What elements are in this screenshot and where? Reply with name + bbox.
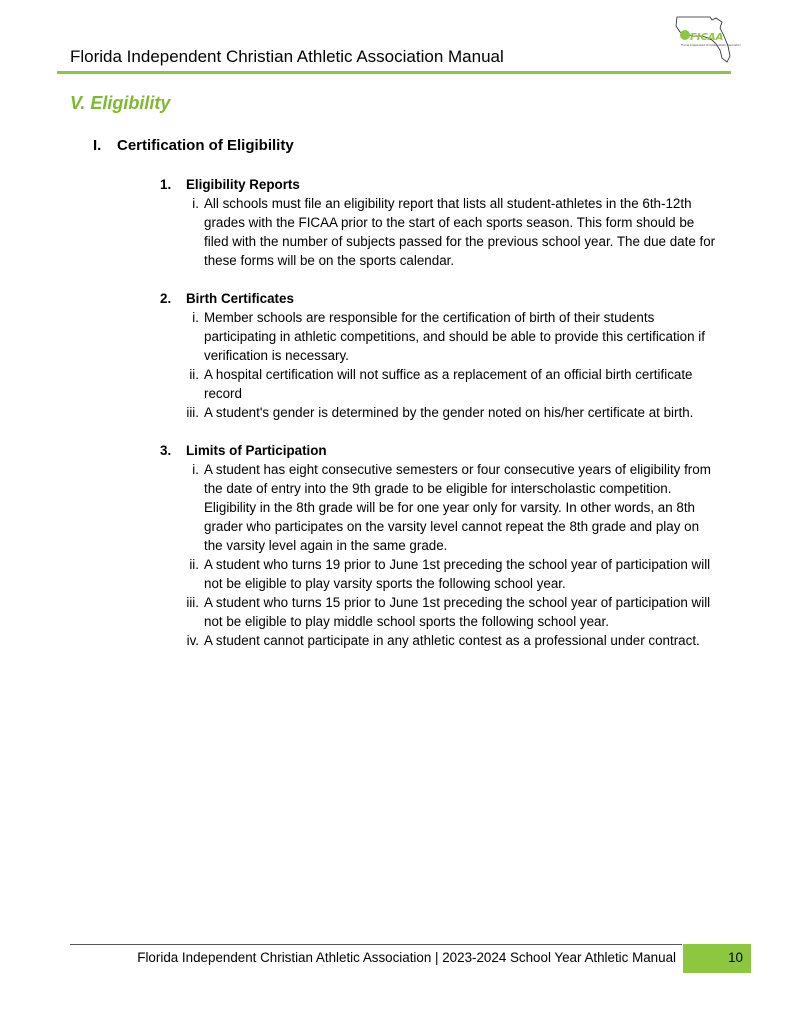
section-heading: V. Eligibility bbox=[70, 93, 171, 113]
list-text: A hospital certification will not suffice as a replacement of an official birth certificate record bbox=[204, 367, 693, 401]
list-item bbox=[160, 403, 730, 422]
item-eligibility-reports bbox=[160, 175, 730, 194]
page-number-box bbox=[683, 944, 751, 973]
sub-heading bbox=[93, 137, 294, 154]
item-number: 2. bbox=[160, 291, 172, 306]
item-title: Limits of Participation bbox=[186, 443, 327, 458]
ficaa-logo bbox=[672, 14, 741, 64]
list-text: A student who turns 19 prior to June 1st preceding the school year of participation will not be eligible to play varsity sports the following school year. bbox=[204, 557, 711, 591]
list-marker: i. bbox=[192, 462, 199, 477]
list-item bbox=[160, 365, 730, 403]
footer-text: Florida Independent Christian Athletic Association | 2023-2024 School Year Athletic Manual bbox=[137, 950, 676, 965]
list-text: A student cannot participate in any athletic contest as a professional under contract. bbox=[204, 633, 700, 648]
logo-text: FICAA bbox=[690, 32, 724, 43]
list-marker: i. bbox=[192, 196, 199, 211]
list-text: A student's gender is determined by the gender noted on his/her certificate at birth. bbox=[204, 405, 694, 420]
sub-heading-number: I. bbox=[93, 137, 102, 154]
list-item bbox=[160, 555, 730, 593]
list-text: All schools must file an eligibility report that lists all student-athletes in the 6th-12th grades with the FICAA prior to the start of each sports season. This form should be filed with the number of subjects passed for the previous school year. The due date for these forms will be on the sports calendar. bbox=[204, 196, 716, 268]
list-item bbox=[160, 194, 730, 270]
header-divider bbox=[57, 71, 731, 74]
footer-divider bbox=[70, 944, 682, 945]
header-title: Florida Independent Christian Athletic Association Manual bbox=[70, 47, 504, 66]
item-limits-of-participation bbox=[160, 441, 730, 460]
logo-tagline: Florida Independent Christian Athletic Association bbox=[681, 44, 741, 47]
list-text: Member schools are responsible for the certification of birth of their students participating in athletic competitions, and should be able to provide this certification if verification is necessary. bbox=[204, 310, 705, 363]
list-marker: ii. bbox=[189, 557, 199, 572]
list-marker: i. bbox=[192, 310, 199, 325]
list-text: A student who turns 15 prior to June 1st preceding the school year of participation will not be eligible to play middle school sports the following school year. bbox=[204, 595, 711, 629]
list-marker: iii. bbox=[186, 595, 199, 610]
list-marker: ii. bbox=[189, 367, 199, 382]
item-title: Birth Certificates bbox=[186, 291, 294, 306]
item-number: 3. bbox=[160, 443, 172, 458]
sub-heading-title: Certification of Eligibility bbox=[117, 137, 294, 154]
list-item bbox=[160, 631, 730, 650]
page-number: 10 bbox=[728, 950, 743, 965]
list-marker: iv. bbox=[186, 633, 199, 648]
list-item bbox=[160, 308, 730, 365]
list-marker: iii. bbox=[186, 405, 199, 420]
list-item bbox=[160, 593, 730, 631]
list-item bbox=[160, 460, 730, 555]
item-title: Eligibility Reports bbox=[186, 177, 300, 192]
item-birth-certificates bbox=[160, 289, 730, 308]
list-text: A student has eight consecutive semesters or four consecutive years of eligibility from the date of entry into the 9th grade to be eligible for interscholastic competition. Eligibility in the 8th grade will be for one year only for varsity. In other words, an 8th grader who participates on the varsity level cannot repeat the 8th grade and play on the varsity level again in the same grade. bbox=[204, 462, 711, 553]
item-number: 1. bbox=[160, 177, 172, 192]
eligibility-content bbox=[160, 175, 730, 650]
